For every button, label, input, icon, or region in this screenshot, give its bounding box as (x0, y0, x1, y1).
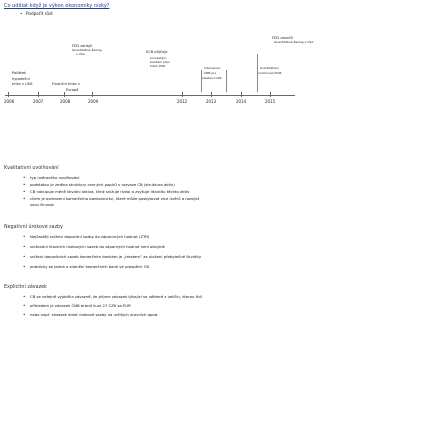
event-ecb-lends: ECB půjčuje (146, 50, 168, 54)
year-label: 2009 (88, 99, 99, 104)
event-quantitative: Kvantitativní (260, 66, 280, 70)
tick-2009 (92, 92, 93, 97)
event-european: evropským (150, 56, 167, 60)
event-qe-usa: Quantitative Easing v USA (274, 40, 314, 44)
list-item-continuation: svou činnost (30, 202, 54, 207)
list-item: • CB se veřejně vyjádřila závazně, že přijme závazek týkající se některé z veličin, kterou řídí (23, 294, 202, 299)
list-item: • prakticky se jedná o zdanění komerčních bank ve prospěch CB (23, 264, 149, 269)
year-label: 2007 (33, 99, 44, 104)
list-item: • snížení depozitních sazeb komerčním bankám je „trestem“ za uložení přebytečné likvidity (23, 254, 202, 259)
section-title-explicit-commitment: Explicitní závazek (4, 285, 47, 290)
section-title-qualitative: Kvalitativní uvolňování (4, 166, 59, 171)
list-item: • Nejčastěji snížení depozitní sazby do zápornných hodnot (ZTR) (23, 234, 150, 239)
tick-2013 (211, 92, 212, 97)
tick-2014 (241, 92, 242, 97)
year-label: 2014 (236, 99, 247, 104)
event-banks-via: bankám přes (150, 60, 170, 64)
tick-2007 (38, 92, 39, 97)
timeline-axis (5, 95, 295, 96)
list-item: • CB nakupuje méně likvidní aktiva, čímž snižuje riziko a zvyšuje likviditu těchto aktiv (23, 189, 190, 194)
event-europe: Evropě (66, 88, 79, 92)
list-item: • snižování hlavních úrokových sazeb do záporných hodnot není obvyklé (23, 244, 165, 249)
event-fed-start: FED zahájil (72, 44, 92, 48)
event-v-usa: v USA (76, 52, 85, 56)
list-item: • příkladem je závazek ČNB bránit kurz 27 CZK za EUR (23, 303, 131, 308)
year-label: 2008 (60, 99, 71, 104)
event-start: Počátek (12, 71, 27, 75)
event-qe: Quantitative Easing (72, 48, 102, 52)
event-fed-end: FED ukončil (272, 36, 293, 40)
tick-2008 (64, 92, 65, 97)
list-item: • nebo např. závazek držet úrokové sazby na určitých úrovních apod. (23, 312, 159, 317)
year-label: 2013 (206, 99, 217, 104)
list-item: • typ úvěrového uvolňování (23, 175, 80, 180)
event-separator (201, 70, 202, 92)
tick-2015 (270, 92, 271, 97)
event-crisis-usa: krize v USA (12, 82, 33, 86)
year-label: 2006 (4, 99, 15, 104)
list-item: • cílem je ozdravení komerčního bankovnictví, které může poskytovat více úvěrů a rozvíjet (23, 196, 200, 201)
section-title-negative-rates: Negativní úrokové sazby (4, 225, 64, 230)
tick-2012 (182, 92, 183, 97)
event-intervention: Intervence (204, 66, 221, 70)
tick-2006 (8, 92, 9, 97)
event-separator (226, 70, 227, 92)
year-label: 2012 (177, 99, 188, 104)
event-trillion-eur: bilion EUR (150, 64, 166, 68)
question-title: Co udělat když je výkon ekonomiky nízký? (4, 3, 110, 9)
top-bullet: • Podpořit růst (26, 11, 53, 16)
event-financial-crisis: Finanční krize v (52, 82, 80, 86)
event-czk-weakening: oslabení CZK (202, 76, 222, 80)
list-item: • podstatou je změna struktury cenných papírů v rozvaze CB (struktura aktiv) (23, 182, 175, 187)
event-cnb-for: ČNB pro (204, 71, 217, 75)
year-label: 2015 (265, 99, 276, 104)
event-mortgage: hypoteční (12, 77, 30, 81)
event-ecb-easing: uvolňování ECB (258, 71, 282, 75)
